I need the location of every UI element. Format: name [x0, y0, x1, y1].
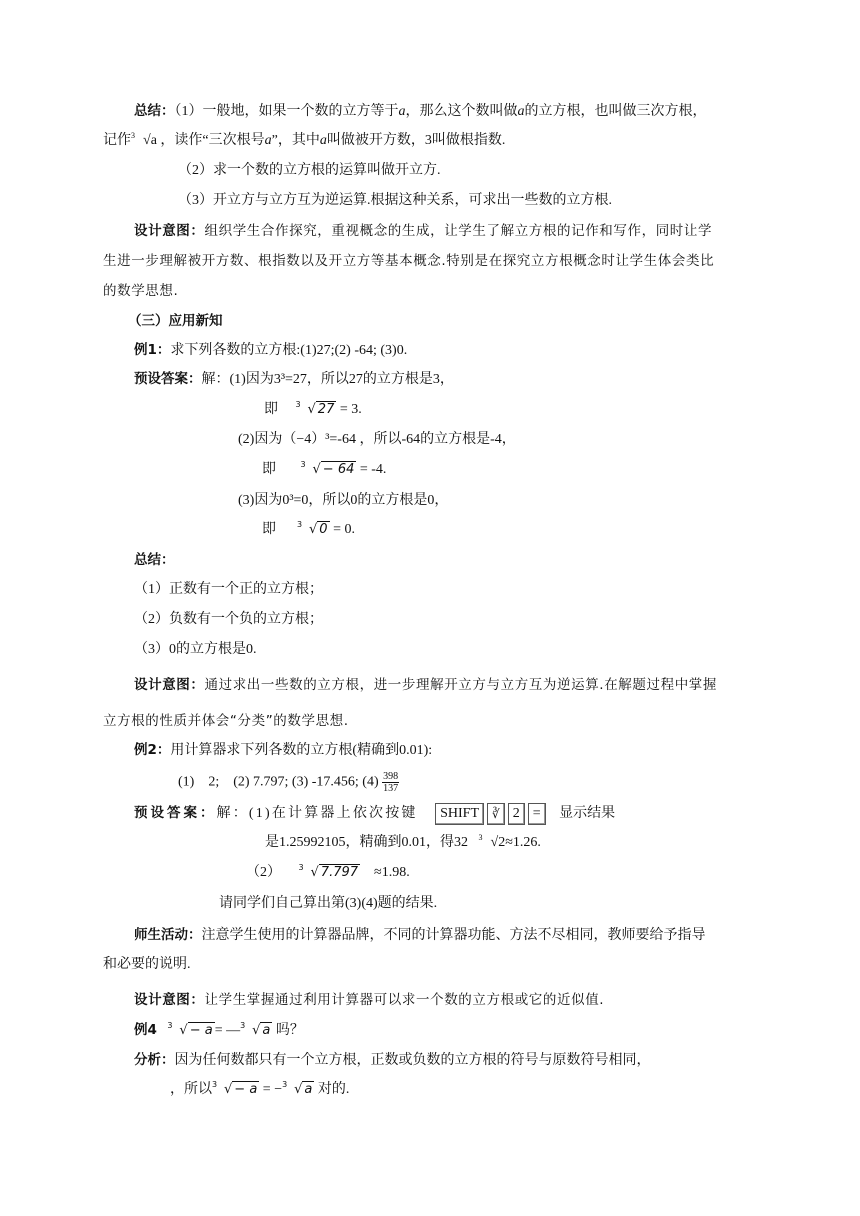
radicand: a [304, 1082, 313, 1097]
design-intent-3 [134, 990, 604, 1010]
text: ，所以 [170, 1082, 212, 1097]
text: 求下列各数的立方根:(1)27;(2) -64; (3)0. [170, 343, 408, 358]
text: 注意学生使用的计算器品牌，不同的计算器功能、方法不尽相同，教师要给予指导 [201, 928, 706, 943]
intent-label: 设计意图： [134, 223, 205, 239]
shift-key: SHIFT [435, 803, 484, 825]
text: 叫做被开方数，3叫做根指数. [326, 133, 506, 148]
text: 即 [264, 402, 278, 417]
design-intent-2-l2: 立方根的性质并体会“分类”的数学思想. [103, 713, 349, 729]
design-intent-1 [134, 221, 712, 241]
text: = − [262, 1082, 283, 1097]
radicand: − a [189, 1023, 213, 1038]
text: 吗？ [275, 1023, 304, 1038]
design-intent-2 [134, 675, 717, 695]
summary-2-item-1: （1）正数有一个正的立方根； [134, 582, 323, 597]
example-2-answer-2 [246, 863, 410, 883]
numerator: 398 [383, 771, 399, 782]
cube-root-a: 3 √a [131, 131, 157, 148]
design-intent-1-l3: 的数学思想. [103, 283, 179, 299]
summary-point-3: （3）开立方与立方互为逆运算.根据这种关系，可求出一些数的立方根. [178, 193, 612, 208]
summary-point-2: （2）求一个数的立方根的运算叫做开立方. [178, 163, 441, 178]
answer-label: 预设答案： [134, 805, 217, 822]
radicand: − a [234, 1082, 258, 1097]
example-2-answer-1 [134, 803, 615, 825]
text: 的立方根，也叫做三次方根， [524, 104, 707, 119]
example-label: 例1： [134, 342, 171, 358]
cube-root-27: 3 √ 27 [295, 400, 335, 417]
text: ，那么这个数叫做 [405, 104, 518, 119]
var-a: a [398, 104, 406, 119]
text: 通过求出一些数的立方根，进一步理解开立方与立方互为逆运算.在解题过程中掌握 [204, 677, 717, 693]
summary-paragraph-1-cont [103, 131, 505, 151]
example-1-result-1 [264, 400, 362, 420]
text: ，读作“三次根号 [160, 133, 265, 148]
cube-root-a: 3 √ a [240, 1021, 271, 1038]
denominator: 137 [383, 783, 399, 794]
radicand: a [262, 1023, 271, 1038]
cube-root-0: 3 √ 0 [297, 520, 328, 537]
example-1-answer-2: (2)因为（−4）³=-64 ，所以-64的立方根是-4， [238, 432, 516, 447]
var-a: a [264, 133, 272, 148]
text: — [226, 1023, 241, 1038]
cube-root-7797: 3 √ 7.797 [298, 863, 359, 880]
analysis-label: 分析： [134, 1052, 175, 1068]
example-1-answer-3: (3)因为0³=0，所以0的立方根是0， [238, 493, 449, 508]
intent-label: 设计意图： [134, 992, 205, 1008]
section-title: （三）应用新知 [128, 313, 223, 329]
fraction-398-137 [382, 771, 399, 794]
text: 用计算器求下列各数的立方根(精确到0.01): [170, 743, 433, 758]
text: 组织学生合作探究，重视概念的生成，让学生了解立方根的记作和写作，同时让学 [204, 223, 713, 239]
text: 显示结果 [559, 806, 616, 822]
example-2-answer-3: 请同学们自己算出第(3)(4)题的结果. [219, 896, 438, 911]
example-1-result-2 [262, 460, 386, 480]
text: （2） [246, 865, 281, 880]
example-label: 例4 [134, 1022, 157, 1038]
text: 解：(1)在计算器上依次按键 [216, 806, 418, 822]
result: = 3. [339, 402, 362, 417]
cube-root-key: ∛ [487, 803, 505, 825]
text: 即 [262, 462, 276, 477]
result: ≈1.98. [374, 865, 410, 880]
summary-2-item-2: （2）负数有一个负的立方根； [134, 612, 323, 627]
text: 因为任何数都只有一个立方根，正数或负数的立方根的符号与原数符号相同， [174, 1053, 651, 1068]
cube-root-neg64: 3 √ − 64 [300, 460, 355, 477]
result: = -4. [359, 462, 387, 477]
text: 即 [262, 522, 276, 537]
design-intent-1-l2: 生进一步理解被开方数、根指数以及开立方等基本概念.特别是在探究立方根概念时让学生体会类比 [103, 253, 715, 269]
summary-2-label: 总结： [134, 552, 175, 568]
teacher-student-activity-l2: 和必要的说明. [103, 957, 191, 972]
analysis-cont [170, 1080, 349, 1100]
example-1 [134, 340, 407, 361]
radicand: 2 [498, 835, 506, 850]
text: (1) 2; (2) 7.797; (3) -17.456; (4) [178, 774, 379, 790]
summary-2-item-3: （3）0的立方根是0. [134, 642, 257, 657]
cube-root-neg-a: 3 √ − a [167, 1021, 213, 1038]
teacher-student-activity [134, 925, 706, 946]
result: = 0. [333, 522, 355, 537]
example-1-answer-1 [134, 369, 454, 390]
var-a: a [319, 133, 327, 148]
text: = [214, 1023, 223, 1038]
var-a: a [517, 104, 525, 119]
example-2-items [178, 771, 399, 794]
cube-root-2: 3 √2 [478, 833, 506, 850]
radicand: 7.797 [320, 865, 359, 880]
analysis [134, 1050, 651, 1071]
summary-label: 总结： [134, 103, 175, 119]
example-2 [134, 740, 432, 761]
example-1-result-3 [262, 520, 355, 540]
text: 对的. [317, 1082, 350, 1097]
text: 让学生掌握通过利用计算器可以求一个数的立方根或它的近似值. [204, 992, 605, 1008]
example-label: 例2： [134, 742, 171, 758]
intent-label: 设计意图： [134, 677, 205, 693]
equals-key: = [528, 803, 546, 825]
cube-root-a: 3 √ a [282, 1080, 313, 1097]
radicand: 27 [317, 402, 335, 417]
digit-2-key: 2 [508, 803, 525, 825]
radicand: − 64 [322, 462, 355, 477]
radicand: a [150, 133, 157, 148]
activity-label: 师生活动： [134, 927, 202, 943]
text: 是1.25992105，精确到0.01，得32 [265, 835, 468, 850]
text: 记作 [103, 133, 131, 148]
cube-root-neg-a: 3 √ − a [212, 1080, 258, 1097]
summary-paragraph-1 [134, 101, 707, 122]
example-2-answer-1-cont [265, 833, 541, 853]
text: ”，其中 [271, 133, 320, 148]
text: 解：(1)因为3³=27，所以27的立方根是3， [201, 372, 454, 387]
text: （1）一般地，如果一个数的立方等于 [174, 104, 399, 119]
text: ≈1.26. [505, 835, 541, 850]
radicand: 0 [319, 522, 328, 537]
answer-label: 预设答案： [134, 371, 202, 387]
example-4 [134, 1020, 304, 1041]
